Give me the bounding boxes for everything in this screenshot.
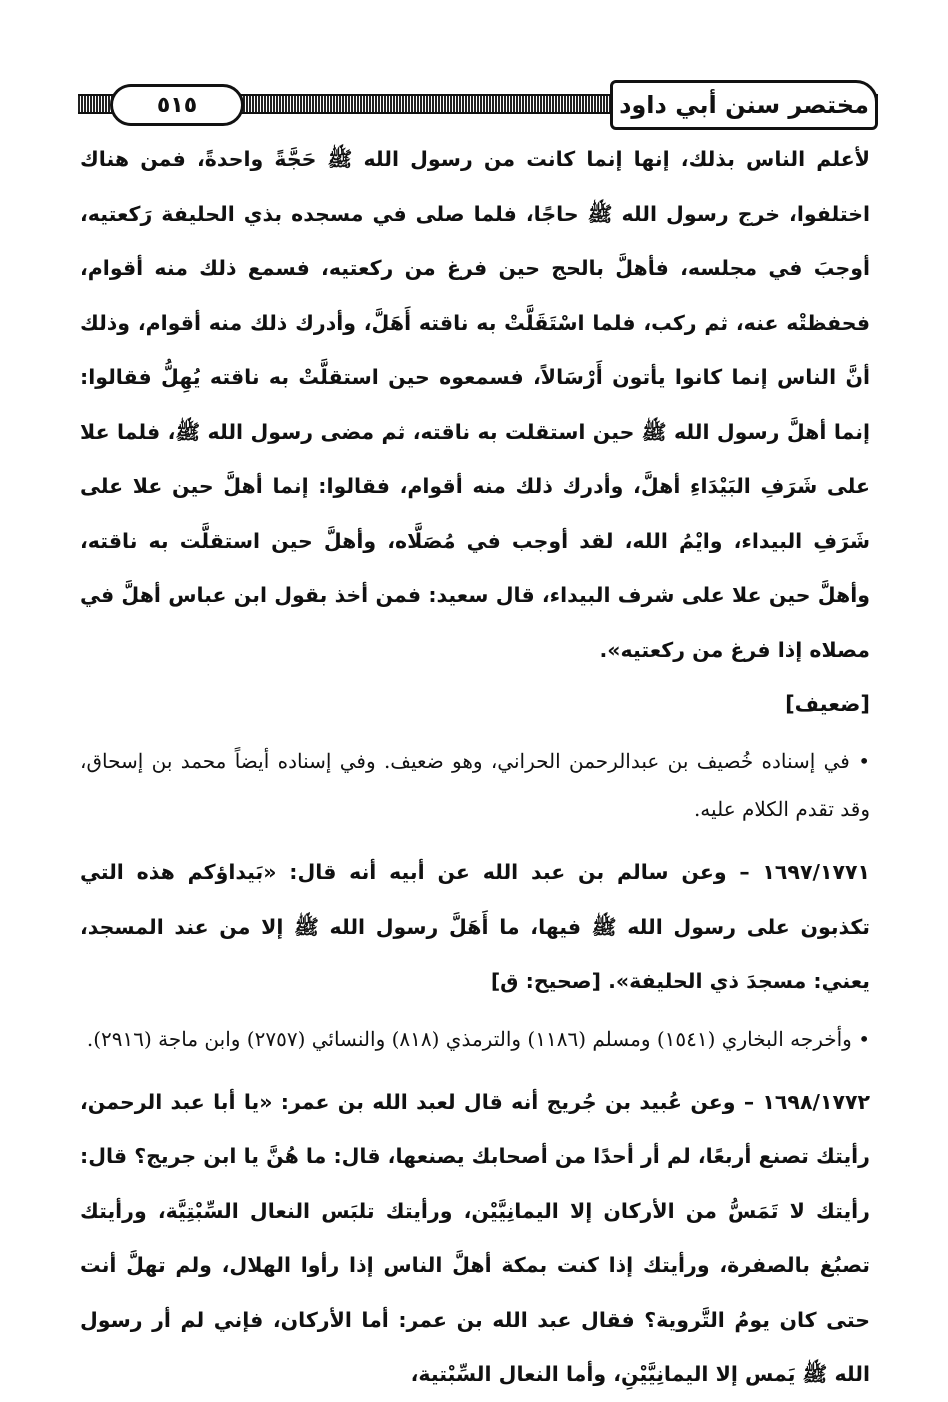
page-number: ٥١٥ (110, 84, 244, 126)
hadith-grade: [ضعيف] (785, 692, 870, 716)
page-body (80, 132, 870, 1402)
page-header (78, 80, 878, 132)
hadith-1771: ١٦٩٧/١٧٧١ – وعن سالم بن عبد الله عن أبيه أنه قال: «بَيداؤكم هذه التي تكذبون على رسول الله ﷺ فيها، ما أَهَلَّ رسول الله ﷺ إلا من عند المسجد، يعني: مسجدَ ذي الحليفة». [صحيح: ق] (80, 860, 870, 993)
footnote-isnad-note: • في إسناده خُصيف بن عبدالرحمن الحراني، وهو ضعيف. وفي إسناده أيضاً محمد بن إسحاق، وقد تقدم الكلام عليه. (80, 749, 870, 821)
hadith-1772: ١٦٩٨/١٧٧٢ – وعن عُبيد بن جُريج أنه قال لعبد الله بن عمر: «يا أبا عبد الرحمن، رأيتك تصنع أربعًا، لم أر أحدًا من أصحابك يصنعها، قال: ما هُنَّ يا ابن جريج؟ قال: رأيتك لا تَمَسُّ من الأركان إلا اليمانِيَّيْن، ورأيتك تلبَس النعال السِّبْتِيَّة، ورأيتك تصبُغ بالصفرة، ورأيتك إذا كنت بمكة أهلَّ الناس إذا رأوا الهلال، ولم تهلَّ أنت حتى كان يومُ التَّروية؟ فقال عبد الله بن عمر: أما الأركان، فإني لم أر رسول الله ﷺ يَمس إلا اليمانِيَّيْنِ، وأما النعال السِّبْتية، (80, 1089, 870, 1386)
footnote-takhrij: • وأخرجه البخاري (١٥٤١) ومسلم (١١٨٦) والترمذي (٨١٨) والنسائي (٢٧٥٧) وابن ماجة (٢٩١٦). (86, 1026, 870, 1051)
hadith-text-continued: لأعلم الناس بذلك، إنها إنما كانت من رسول الله ﷺ حَجَّةً واحدةً، فمن هناك اختلفوا، خرج رسول الله ﷺ حاجًا، فلما صلى في مسجده بذي الحليفة رَكعتيه، أوجبَ في مجلسه، فأهلَّ بالحج حين فرغ من ركعتيه، فسمع ذلك منه أقوام، فحفظتْه عنه، ثم ركب، فلما اسْتَقَلَّتْ به ناقته أَهَلَّ، وأدرك ذلك منه أقوام، وذلك أنَّ الناس إنما كانوا يأتون أَرْسَالاً، فسمعوه حين استقلَّتْ به ناقته يُهِلُّ فقالوا: إنما أهلَّ رسول الله ﷺ حين استقلت به ناقته، ثم مضى رسول الله ﷺ، فلما علا على شَرَفِ البَيْدَاءِ أهلَّ، وأدرك ذلك منه أقوام، فقالوا: إنما أهلَّ حين علا على شَرَفِ البيداء، وايْمُ الله، لقد أوجب في مُصَلَّاه، وأهلَّ حين استقلَّت به ناقته، وأهلَّ حين علا على شرف البيداء، قال سعيد: فمن أخذ بقول ابن عباس أهلَّ في مصلاه إذا فرغ من ركعتيه». (80, 147, 870, 662)
book-title: مختصر سنن أبي داود (610, 80, 878, 130)
